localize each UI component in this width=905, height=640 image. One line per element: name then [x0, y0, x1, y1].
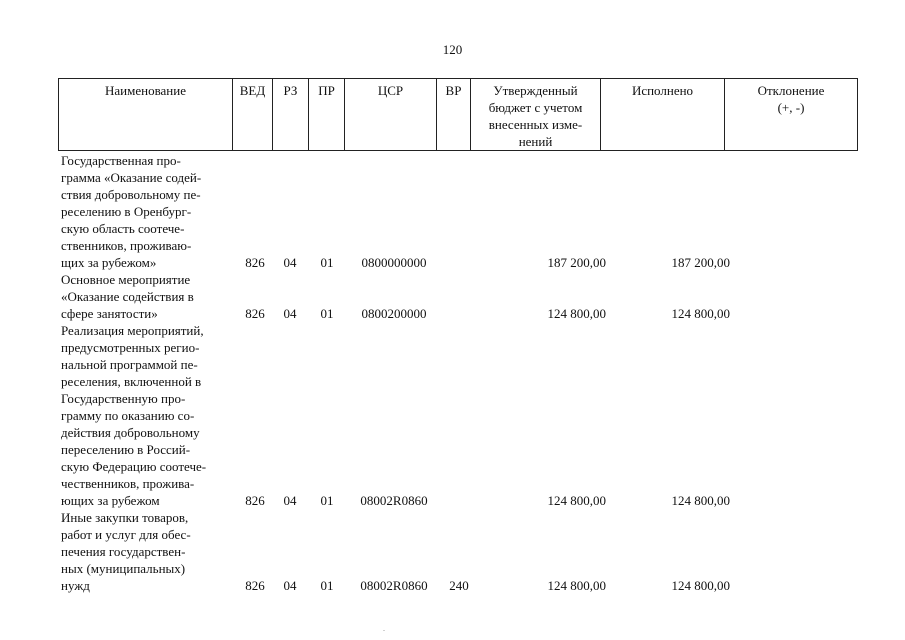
column-header-ved: ВЕД [233, 79, 273, 151]
row-rz: 04 [283, 578, 297, 593]
row-rz: 04 [283, 306, 297, 321]
column-header-budget: Утвержденный бюджет с учетом внесенных изме- нений [471, 79, 601, 151]
page-number: 120 [442, 42, 463, 57]
row-ved: 826 [245, 306, 265, 321]
row-pr: 01 [320, 255, 334, 270]
column-header-deviation: Отклонение (+, -) [725, 79, 858, 151]
row-csr: 0800000000 [361, 255, 427, 270]
row-budget: 124 800,00 [547, 578, 606, 593]
row-budget: 124 800,00 [547, 306, 606, 321]
row-pr: 01 [320, 493, 334, 508]
row-name: Государственная про- грамма «Оказание содей- ствия добровольному пе- реселению в Оренбург- скую область соотече- ственников, проживаю- щих за рубежом» [61, 153, 202, 270]
row-name: Реализация мероприятий, предусмотренных регио- нальной программой пе- реселения, включенной в Государственную про- грамму по оказанию со- действия добровольному переселению в Россий- скую Федерацию соотече- чественников, прожива- ющих за рубежом [61, 323, 207, 508]
column-header-rz: РЗ [273, 79, 309, 151]
row-rz: 04 [283, 255, 297, 270]
column-header-pr: ПР [309, 79, 345, 151]
table-header [58, 78, 858, 151]
row-executed: 124 800,00 [671, 306, 730, 321]
row-ved: 826 [245, 255, 265, 270]
row-executed: 124 800,00 [671, 493, 730, 508]
column-header-executed: Исполнено [601, 79, 725, 151]
row-csr: 08002R0860 [360, 578, 428, 593]
table-row [58, 322, 857, 509]
row-name: Иные закупки товаров, работ и услуг для обес- печения государствен- ных (муниципальных) нужд [61, 510, 191, 593]
table-body [58, 152, 857, 594]
row-executed: 187 200,00 [671, 255, 730, 270]
row-executed: 124 800,00 [671, 578, 730, 593]
row-ved: 826 [245, 578, 265, 593]
row-pr: 01 [320, 578, 334, 593]
row-budget: 124 800,00 [547, 493, 606, 508]
column-header-csr: ЦСР [345, 79, 437, 151]
row-ved: 826 [245, 493, 265, 508]
row-csr: 0800200000 [361, 306, 427, 321]
row-csr: 08002R0860 [360, 493, 428, 508]
row-name: Основное мероприятие «Оказание содействия в сфере занятости» [61, 272, 194, 321]
table-row [58, 271, 857, 322]
table-row [58, 509, 857, 594]
row-pr: 01 [320, 306, 334, 321]
column-header-name: Наименование [59, 79, 233, 151]
row-rz: 04 [283, 493, 297, 508]
table-row [58, 152, 857, 271]
row-budget: 187 200,00 [547, 255, 606, 270]
scan-artifact: . [383, 624, 385, 633]
column-header-vr: ВР [437, 79, 471, 151]
row-vr: 240 [449, 578, 469, 593]
